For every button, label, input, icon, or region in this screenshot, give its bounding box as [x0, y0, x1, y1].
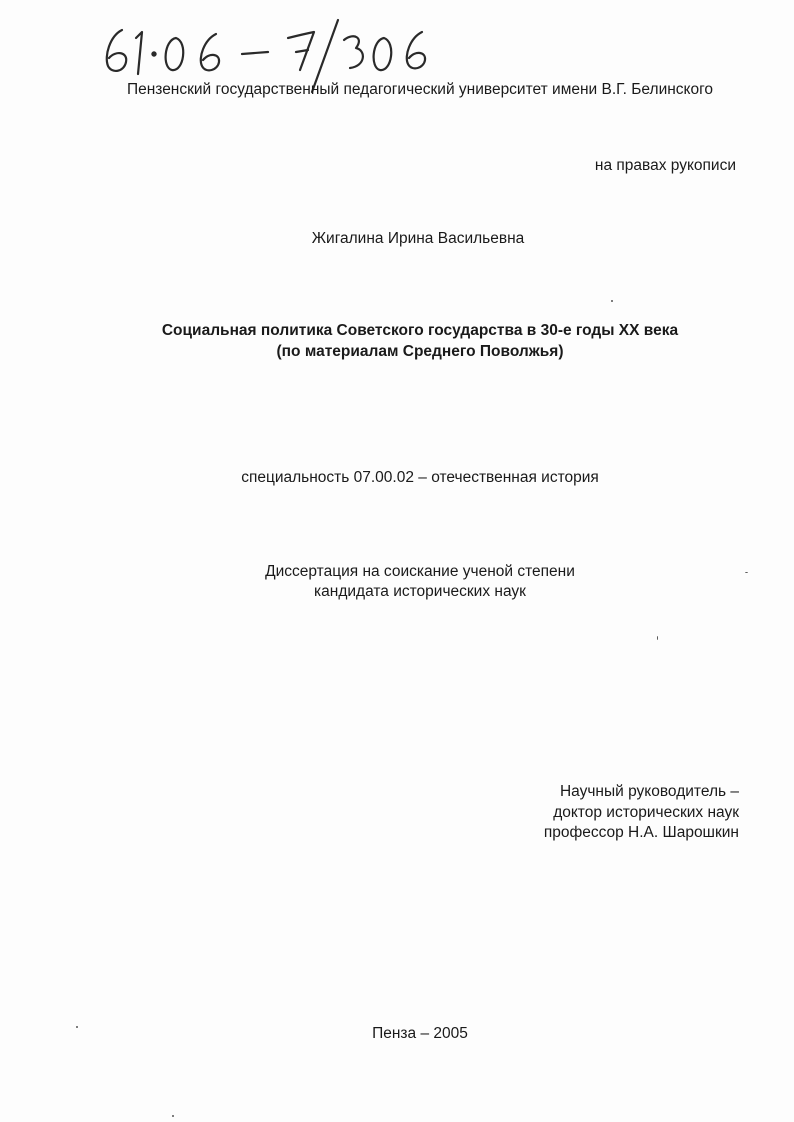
advisor-line-1: Научный руководитель –	[559, 783, 739, 800]
university-name: Пензенский государственный педагогический университет имени В.Г. Белинского	[126, 81, 714, 98]
dissertation-degree	[0, 562, 794, 602]
dissertation-title	[0, 320, 794, 362]
scan-speck	[172, 1115, 174, 1117]
city-year: Пенза – 2005	[372, 1025, 468, 1042]
scientific-advisor	[500, 782, 739, 844]
scan-speck	[745, 572, 748, 573]
advisor-line-2: доктор исторических наук	[553, 803, 739, 821]
author-name: Жигалина Ирина Васильевна	[311, 230, 525, 247]
scan-speck	[611, 300, 613, 302]
degree-line-2: кандидата исторических наук	[314, 583, 526, 600]
degree-line-1: Диссертация на соискание ученой степени	[265, 563, 575, 580]
scan-speck	[657, 636, 658, 640]
scan-speck	[76, 1026, 78, 1028]
rights-notice: на правах рукописи	[594, 157, 736, 174]
specialty: специальность 07.00.02 – отечественная история	[241, 469, 599, 486]
title-line-1: Социальная политика Советского государства в 30-е годы XX века	[161, 322, 679, 339]
title-line-2: (по материалам Среднего Поволжья)	[276, 343, 564, 360]
advisor-line-3: профессор Н.А. Шарошкин	[543, 824, 739, 841]
